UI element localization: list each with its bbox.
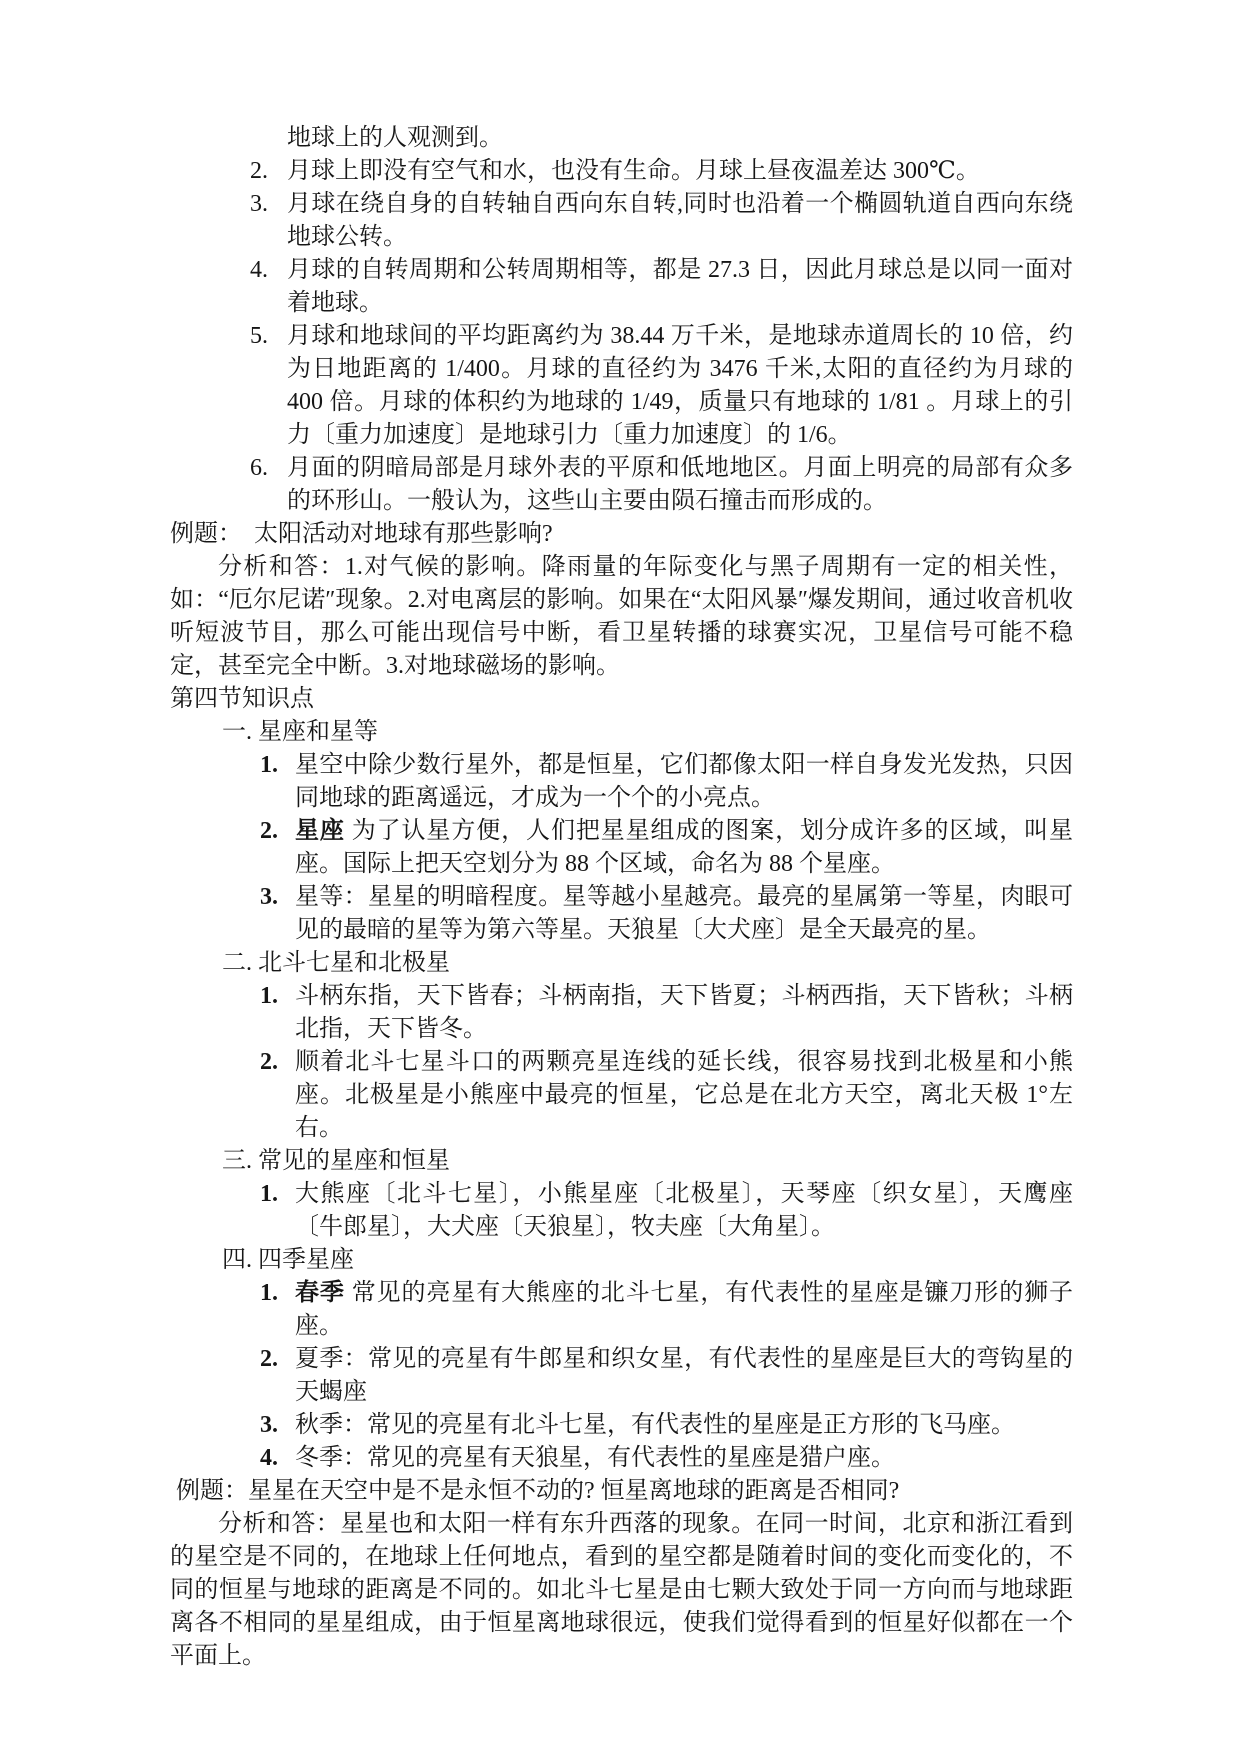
- list-item-text: 月面的阴暗局部是月球外表的平原和低地地区。月面上明亮的局部有众多的环形山。一般认为，这些山主要由陨石撞击而形成的。: [287, 455, 1073, 514]
- list-item-text: [295, 1277, 1073, 1343]
- section-title: 第四节知识点: [170, 686, 314, 712]
- list-item-number: 4.: [250, 257, 268, 283]
- list-item-number: [250, 122, 287, 155]
- knowledge-item: [170, 815, 1073, 881]
- list-item-number: 4.: [260, 1445, 278, 1471]
- list-item-number: 2.: [260, 1049, 278, 1075]
- list-item-text: 月球的自转周期和公转周期相等，都是 27.3 日，因此月球总是以同一面对着地球。: [287, 257, 1073, 316]
- item-body: 秋季：常见的亮星有北斗七星，有代表性的星座是正方形的飞马座。: [295, 1412, 1015, 1438]
- knowledge-item: [170, 1442, 1073, 1475]
- list-item-text: [295, 1178, 1073, 1244]
- subsection-heading: 四. 四季星座: [222, 1247, 354, 1273]
- knowledge-item: [170, 1046, 1073, 1145]
- list-item-number: 3.: [260, 884, 278, 910]
- subsection-heading: 一. 星座和星等: [222, 719, 378, 745]
- list-item-text: 月球在绕自身的自转轴自西向东自转,同时也沿着一个椭圆轨道自西向东绕地球公转。: [287, 191, 1073, 250]
- item-lead: 春季: [295, 1280, 352, 1306]
- item-body: 夏季：常见的亮星有牛郎星和织女星，有代表性的星座是巨大的弯钩星的天蝎座: [295, 1346, 1073, 1405]
- list-item: [170, 254, 1073, 320]
- item-body: 常见的亮星有大熊座的北斗七星，有代表性的星座是镰刀形的狮子座。: [295, 1280, 1074, 1339]
- list-item: [170, 122, 1073, 155]
- list-item: [170, 452, 1073, 518]
- list-item-text: [295, 1409, 1073, 1442]
- knowledge-item: [170, 1409, 1073, 1442]
- text-content: [170, 122, 1073, 1673]
- list-item-number: 5.: [250, 323, 268, 349]
- list-item-text: [295, 749, 1073, 815]
- example-question: 例题：星星在天空中是不是永恒不动的? 恒星离地球的距离是否相同?: [170, 1478, 900, 1504]
- example-answer: 分析和答：星星也和太阳一样有东升西落的现象。在同一时间，北京和浙江看到的星空是不同的，在地球上任何地点，看到的星空都是随着时间的变化而变化的，不同的恒星与地球的距离是不同的。如北斗七星是由七颗大致处于同一方向而与地球距离各不相同的星星组成，由于恒星离地球很远，使我们觉得看到的恒星好似都在一个平面上。: [170, 1511, 1073, 1669]
- list-item-text: [295, 980, 1073, 1046]
- item-lead: 星座: [295, 818, 352, 844]
- list-item-number: 3.: [260, 1412, 278, 1438]
- knowledge-item: [170, 1277, 1073, 1343]
- list-item-number: 3.: [250, 191, 268, 217]
- list-item-number: 1.: [260, 1280, 278, 1306]
- list-item-text: [295, 881, 1073, 947]
- item-body: 为了认星方便，人们把星星组成的图案，划分成许多的区域，叫星座。国际上把天空划分为 88 个区域，命名为 88 个星座。: [295, 818, 1074, 877]
- subsection-heading: 二. 北斗七星和北极星: [222, 950, 450, 976]
- list-item: [170, 155, 1073, 188]
- subsection-heading: 三. 常见的星座和恒星: [222, 1148, 450, 1174]
- list-item-number: 1.: [260, 752, 278, 778]
- list-item-text: 月球和地球间的平均距离约为 38.44 万千米，是地球赤道周长的 10 倍，约为日地距离的 1/400。月球的直径约为 3476 千米,太阳的直径约为月球的 400 倍。月球的体积约为地球的 1/49，质量只有地球的 1/81 。月球上的引力〔重力加速度〕是地球引力〔重力加速度〕的 1/6。: [287, 323, 1073, 448]
- list-item-number: 1.: [260, 1181, 278, 1207]
- list-item: [170, 188, 1073, 254]
- knowledge-item: [170, 749, 1073, 815]
- list-item-number: 2.: [250, 158, 268, 184]
- example-answer: 分析和答：1.对气候的影响。降雨量的年际变化与黑子周期有一定的相关性，如：“厄尔尼诺″现象。2.对电离层的影响。如果在“太阳风暴″爆发期间，通过收音机收听短波节目，那么可能出现信号中断，看卫星转播的球赛实况，卫星信号可能不稳定，甚至完全中断。3.对地球磁场的影响。: [170, 554, 1073, 679]
- knowledge-item: [170, 980, 1073, 1046]
- example-question: 例题： 太阳活动对地球有那些影响?: [170, 521, 553, 547]
- list-item-text: [295, 1046, 1073, 1145]
- item-body: 星等：星星的明暗程度。星等越小星越亮。最亮的星属第一等星，肉眼可见的最暗的星等为第六等星。天狼星〔大犬座〕是全天最亮的星。: [295, 884, 1073, 943]
- item-body: 顺着北斗七星斗口的两颗亮星连线的延长线，很容易找到北极星和小熊座。北极星是小熊座中最亮的恒星，它总是在北方天空，离北天极 1°左右。: [295, 1049, 1073, 1141]
- knowledge-item: [170, 1178, 1073, 1244]
- list-item-text: [295, 815, 1073, 881]
- list-item-number: 1.: [260, 983, 278, 1009]
- list-item-number: 2.: [260, 818, 278, 844]
- item-body: 星空中除少数行星外，都是恒星，它们都像太阳一样自身发光发热，只因同地球的距离遥远，才成为一个个的小亮点。: [295, 752, 1073, 811]
- list-item-number: 2.: [260, 1346, 278, 1372]
- item-body: 斗柄东指，天下皆春；斗柄南指，天下皆夏；斗柄西指，天下皆秋；斗柄北指，天下皆冬。: [295, 983, 1073, 1042]
- knowledge-item: [170, 881, 1073, 947]
- list-item-text: 月球上即没有空气和水，也没有生命。月球上昼夜温差达 300℃。: [287, 158, 980, 184]
- knowledge-item: [170, 1343, 1073, 1409]
- list-item-text: 地球上的人观测到。: [287, 125, 503, 151]
- list-item-text: [295, 1343, 1073, 1409]
- list-item-number: 6.: [250, 455, 268, 481]
- item-body: 冬季：常见的亮星有天狼星，有代表性的星座是猎户座。: [295, 1445, 895, 1471]
- list-item-text: [295, 1442, 1073, 1475]
- list-item: [170, 320, 1073, 452]
- item-body: 大熊座〔北斗七星〕，小熊星座〔北极星〕，天琴座〔织女星〕，天鹰座〔牛郎星〕，大犬座〔天狼星〕，牧夫座〔大角星〕。: [295, 1181, 1073, 1240]
